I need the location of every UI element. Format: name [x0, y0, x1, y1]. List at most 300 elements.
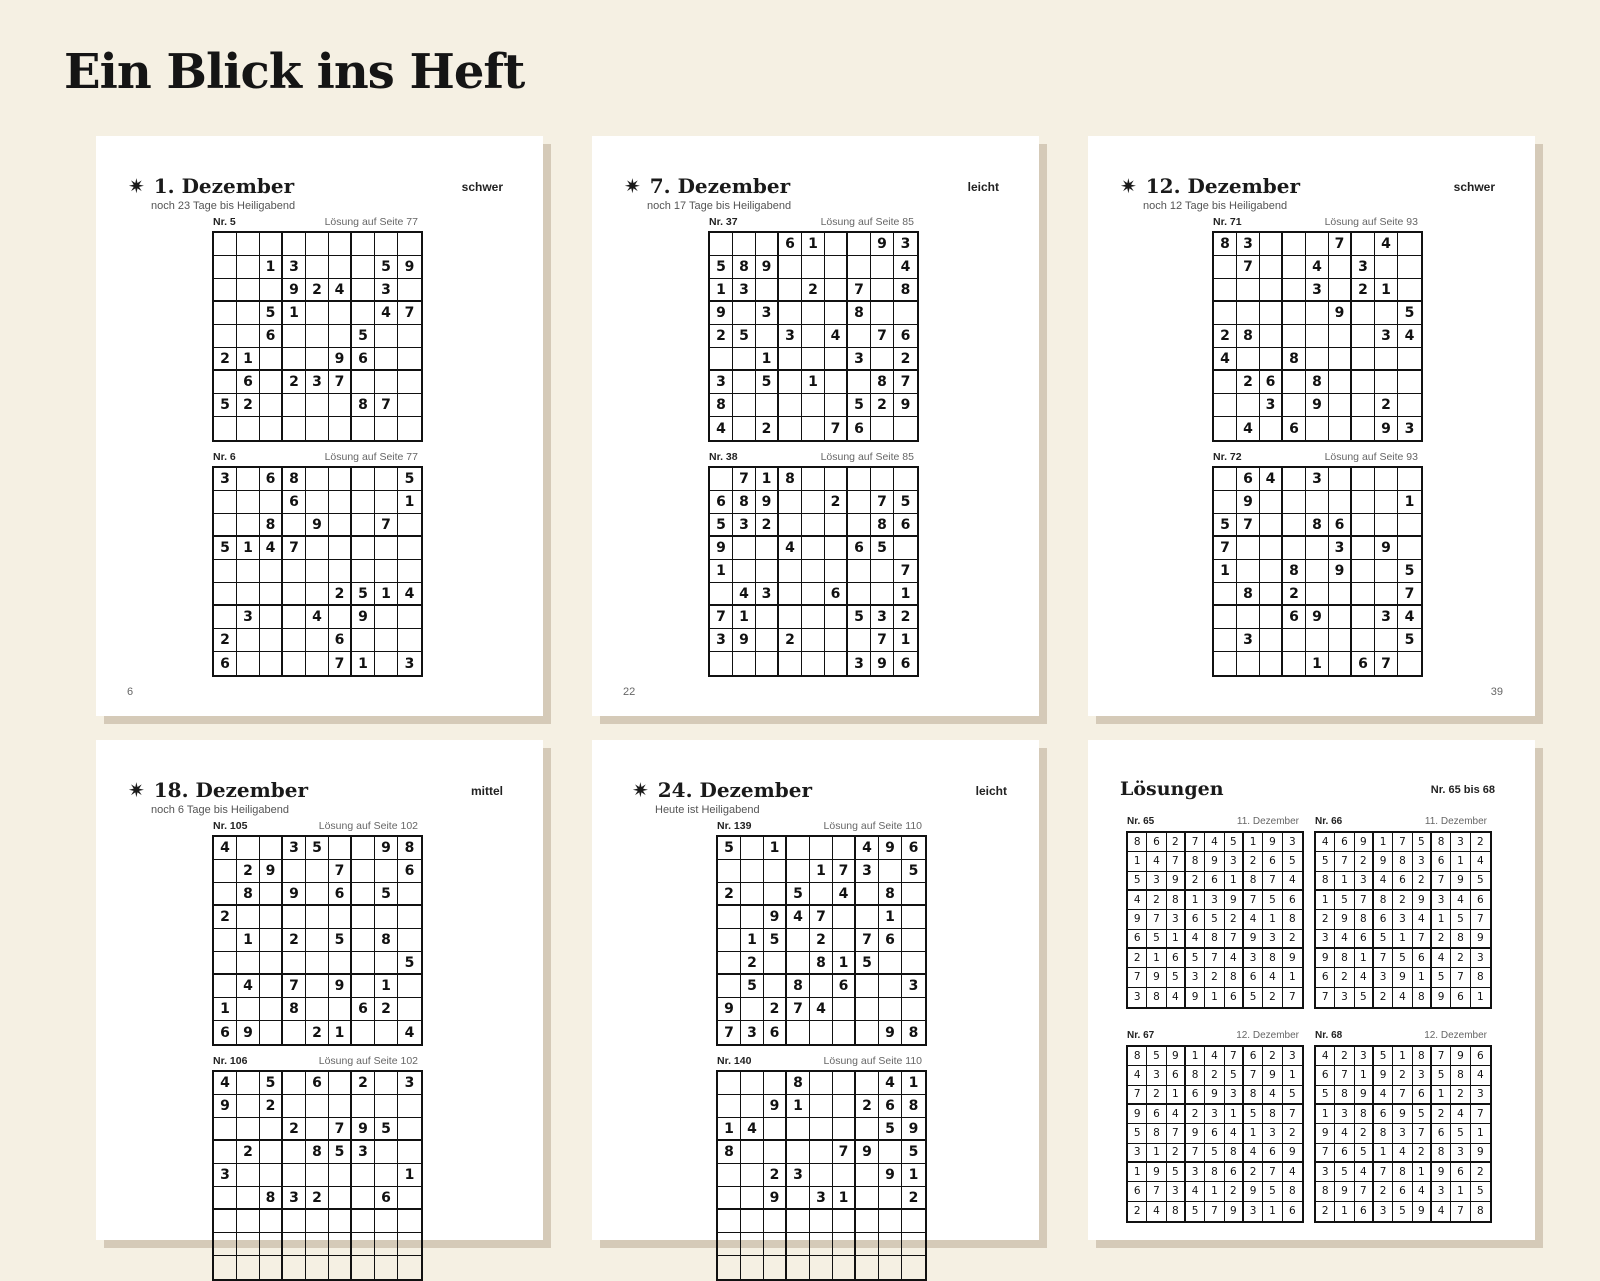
- sudoku-cell: 5: [398, 952, 421, 975]
- sudoku-cell: [1214, 302, 1237, 325]
- solution-sudoku-grid: [1126, 831, 1304, 1009]
- sudoku-cell: [398, 325, 421, 348]
- sudoku-cell: [756, 560, 779, 583]
- sudoku-cell: 6: [1374, 1105, 1393, 1124]
- solution-reference: Lösung auf Seite 110: [823, 820, 922, 832]
- sudoku-cell: 5: [214, 537, 237, 560]
- sudoku-cell: 3: [779, 325, 802, 348]
- sudoku-cell: 2: [214, 348, 237, 371]
- sudoku-cell: [1352, 514, 1375, 537]
- sudoku-cell: 4: [1374, 1086, 1393, 1105]
- sudoku-cell: 3: [1413, 852, 1432, 871]
- sudoku-cell: 3: [375, 279, 398, 302]
- sudoku-cell: [848, 583, 871, 606]
- sudoku-cell: 2: [1413, 872, 1432, 891]
- sudoku-cell: [856, 1256, 879, 1279]
- sudoku-cell: [848, 468, 871, 491]
- sudoku-cell: [741, 837, 764, 860]
- sudoku-cell: [810, 883, 833, 906]
- sudoku-cell: [1375, 629, 1398, 652]
- sudoku-cell: 7: [1205, 949, 1224, 968]
- sudoku-cell: 6: [214, 1021, 237, 1044]
- sudoku-cell: 9: [1225, 891, 1244, 910]
- sudoku-cell: [237, 302, 260, 325]
- sudoku-cell: 4: [404, 1024, 415, 1041]
- sudoku-cell: [871, 256, 894, 279]
- sudoku-cell: [306, 468, 329, 491]
- sudoku-cell: [237, 468, 260, 491]
- sudoku-cell: [1260, 491, 1283, 514]
- sudoku-cell: 4: [1355, 968, 1374, 987]
- sudoku-cell: 8: [787, 1072, 810, 1095]
- sudoku-cell: 2: [894, 348, 917, 371]
- sudoku-cell: 8: [1316, 872, 1335, 891]
- sudoku-cell: 8: [1128, 833, 1147, 852]
- solution-date: 12. Dezember: [1236, 1030, 1299, 1041]
- sudoku-cell: [1237, 652, 1260, 675]
- sudoku-cell: [779, 606, 802, 629]
- sudoku-cell: 1: [237, 929, 260, 952]
- sudoku-cell: 3: [1451, 833, 1470, 852]
- sudoku-cell: [1283, 468, 1306, 491]
- sudoku-cell: [398, 394, 421, 417]
- sudoku-cell: [1329, 371, 1352, 394]
- sudoku-cell: 3: [1237, 629, 1260, 652]
- sudoku-cell: 1: [1432, 1086, 1451, 1105]
- sudoku-cell: [352, 514, 375, 537]
- sudoku-cell: 9: [1393, 968, 1412, 987]
- sudoku-cell: 3: [1306, 279, 1329, 302]
- sudoku-cell: [779, 417, 802, 440]
- sudoku-cell: 8: [1186, 852, 1205, 871]
- sudoku-cell: 8: [787, 975, 810, 998]
- puzzle-number: Nr. 37: [709, 216, 738, 228]
- sudoku-cell: 2: [810, 929, 833, 952]
- sudoku-cell: [733, 417, 756, 440]
- sudoku-cell: 8: [1374, 891, 1393, 910]
- sudoku-cell: 8: [260, 1187, 283, 1210]
- sudoku-cell: 6: [1288, 1205, 1296, 1218]
- sudoku-cell: 4: [1451, 891, 1470, 910]
- sudoku-cell: [802, 629, 825, 652]
- sudoku-puzzle: [716, 1055, 923, 1281]
- sudoku-grid: [708, 466, 919, 677]
- sudoku-cell: [856, 998, 879, 1021]
- sudoku-cell: [741, 1210, 764, 1233]
- sudoku-cell: 9: [283, 883, 306, 906]
- sudoku-cell: [237, 325, 260, 348]
- sudoku-cell: 9: [710, 537, 733, 560]
- sudoku-cell: [879, 1210, 902, 1233]
- sudoku-cell: [1283, 514, 1306, 537]
- sudoku-cell: 2: [1374, 988, 1393, 1007]
- sudoku-cell: [879, 1187, 902, 1210]
- sudoku-cell: 2: [1237, 371, 1260, 394]
- sudoku-cell: 5: [1471, 872, 1490, 891]
- sudoku-cell: 2: [237, 860, 260, 883]
- sudoku-cell: 7: [871, 325, 894, 348]
- sudoku-cell: 6: [1335, 833, 1354, 852]
- sudoku-cell: [1398, 394, 1421, 417]
- sudoku-cell: [1352, 537, 1375, 560]
- solution-date: 12. Dezember: [1424, 1030, 1487, 1041]
- sudoku-cell: [214, 560, 237, 583]
- sudoku-cell: 5: [1355, 988, 1374, 1007]
- sudoku-cell: 3: [1186, 1163, 1205, 1182]
- star-burst-icon: ✷: [128, 778, 145, 802]
- sudoku-cell: 8: [810, 952, 833, 975]
- sudoku-cell: 6: [900, 655, 911, 672]
- sudoku-cell: 3: [1244, 1202, 1263, 1221]
- sudoku-cell: 4: [787, 906, 810, 929]
- sudoku-cell: [825, 279, 848, 302]
- sudoku-cell: 3: [1225, 1086, 1244, 1105]
- page-date-title: [624, 174, 790, 198]
- sudoku-cell: 3: [710, 629, 733, 652]
- book-page: [592, 136, 1039, 716]
- sudoku-cell: [352, 371, 375, 394]
- sudoku-cell: 7: [1355, 891, 1374, 910]
- star-burst-icon: ✷: [1120, 174, 1137, 198]
- sudoku-cell: 4: [1167, 1105, 1186, 1124]
- sudoku-cell: [1283, 652, 1306, 675]
- sudoku-cell: [352, 952, 375, 975]
- sudoku-cell: [1398, 233, 1421, 256]
- sudoku-cell: 2: [1352, 279, 1375, 302]
- sudoku-cell: [802, 583, 825, 606]
- sudoku-cell: [718, 906, 741, 929]
- sudoku-cell: [787, 1187, 810, 1210]
- sudoku-cell: 8: [237, 883, 260, 906]
- sudoku-cell: 2: [306, 279, 329, 302]
- sudoku-cell: [283, 860, 306, 883]
- sudoku-cell: 9: [1316, 1124, 1335, 1143]
- sudoku-cell: 9: [375, 837, 398, 860]
- sudoku-cell: 9: [871, 652, 894, 675]
- sudoku-cell: [764, 1141, 787, 1164]
- sudoku-cell: 2: [1214, 325, 1237, 348]
- sudoku-cell: [306, 233, 329, 256]
- sudoku-cell: [871, 348, 894, 371]
- sudoku-cell: [1283, 491, 1306, 514]
- sudoku-cell: 8: [1283, 910, 1302, 929]
- sudoku-cell: [1329, 652, 1352, 675]
- puzzle-number: Nr. 105: [213, 820, 248, 832]
- sudoku-cell: [375, 952, 398, 975]
- sudoku-cell: 8: [1205, 930, 1224, 949]
- sudoku-cell: [733, 560, 756, 583]
- sudoku-cell: [306, 1256, 329, 1279]
- sudoku-cell: 9: [1451, 872, 1470, 891]
- sudoku-cell: [1214, 606, 1237, 629]
- countdown-text: noch 6 Tage bis Heiligabend: [151, 804, 290, 816]
- sudoku-cell: 7: [1288, 991, 1296, 1004]
- sudoku-cell: [1260, 256, 1283, 279]
- sudoku-cell: [1375, 560, 1398, 583]
- sudoku-cell: [214, 302, 237, 325]
- sudoku-cell: 5: [1413, 1105, 1432, 1124]
- sudoku-cell: [871, 279, 894, 302]
- sudoku-cell: 6: [1283, 417, 1306, 440]
- sudoku-cell: 5: [1451, 910, 1470, 929]
- sudoku-cell: 7: [871, 491, 894, 514]
- sudoku-cell: 7: [1375, 652, 1398, 675]
- sudoku-cell: 4: [741, 1118, 764, 1141]
- sudoku-cell: 5: [260, 1072, 283, 1095]
- sudoku-cell: [306, 975, 329, 998]
- puzzle-header: [716, 820, 923, 832]
- sudoku-cell: [237, 1256, 260, 1279]
- sudoku-cell: [398, 371, 421, 394]
- sudoku-cell: 6: [260, 468, 283, 491]
- sudoku-cell: [375, 537, 398, 560]
- sudoku-cell: 2: [1432, 1105, 1451, 1124]
- sudoku-cell: 7: [329, 1118, 352, 1141]
- sudoku-cell: 9: [1167, 1047, 1186, 1066]
- sudoku-cell: [1352, 371, 1375, 394]
- sudoku-cell: 8: [1355, 1105, 1374, 1124]
- sudoku-cell: 4: [260, 537, 283, 560]
- sudoku-cell: [375, 491, 398, 514]
- sudoku-cell: [214, 606, 237, 629]
- sudoku-cell: 6: [879, 929, 902, 952]
- sudoku-cell: [283, 952, 306, 975]
- sudoku-cell: [398, 606, 421, 629]
- sudoku-cell: 5: [741, 975, 764, 998]
- sudoku-cell: 9: [1205, 852, 1224, 871]
- sudoku-cell: 4: [1451, 1105, 1470, 1124]
- sudoku-cell: 6: [1355, 1202, 1374, 1221]
- puzzle-header: [212, 216, 419, 228]
- page-date-title: [1120, 174, 1300, 198]
- sudoku-cell: 9: [1432, 988, 1451, 1007]
- sudoku-cell: [283, 1233, 306, 1256]
- sudoku-cell: [718, 1072, 741, 1095]
- sudoku-cell: [802, 348, 825, 371]
- sudoku-cell: 3: [237, 606, 260, 629]
- sudoku-cell: 3: [871, 606, 894, 629]
- sudoku-cell: 6: [1393, 872, 1412, 891]
- sudoku-cell: [879, 1233, 902, 1256]
- sudoku-cell: [260, 952, 283, 975]
- sudoku-cell: 8: [1237, 583, 1260, 606]
- sudoku-cell: [398, 1256, 421, 1279]
- sudoku-cell: [237, 1210, 260, 1233]
- sudoku-cell: [260, 233, 283, 256]
- sudoku-cell: 3: [1374, 1202, 1393, 1221]
- sudoku-cell: 4: [1283, 872, 1302, 891]
- sudoku-cell: [375, 1021, 398, 1044]
- sudoku-cell: [902, 1256, 925, 1279]
- sudoku-cell: 8: [260, 514, 283, 537]
- sudoku-cell: 6: [306, 1072, 329, 1095]
- sudoku-cell: 1: [1413, 1163, 1432, 1182]
- sudoku-cell: [306, 883, 329, 906]
- sudoku-cell: 9: [1237, 491, 1260, 514]
- sudoku-cell: [352, 279, 375, 302]
- sudoku-cell: 4: [214, 837, 237, 860]
- sudoku-cell: 4: [1244, 910, 1263, 929]
- sudoku-cell: [352, 906, 375, 929]
- sudoku-cell: [375, 371, 398, 394]
- sudoku-cell: 5: [1167, 968, 1186, 987]
- sudoku-cell: 1: [214, 998, 237, 1021]
- sudoku-cell: [260, 652, 283, 675]
- sudoku-cell: [306, 537, 329, 560]
- sudoku-cell: 2: [871, 394, 894, 417]
- sudoku-cell: [802, 514, 825, 537]
- sudoku-cell: 9: [894, 394, 917, 417]
- sudoku-cell: [779, 491, 802, 514]
- sudoku-cell: 5: [1432, 1066, 1451, 1085]
- sudoku-cell: 8: [1244, 872, 1263, 891]
- sudoku-cell: 6: [825, 583, 848, 606]
- sudoku-cell: 7: [1451, 1202, 1470, 1221]
- sudoku-cell: [237, 1233, 260, 1256]
- sudoku-cell: 3: [1167, 910, 1186, 929]
- sudoku-cell: 5: [1316, 852, 1335, 871]
- sudoku-cell: 5: [1186, 1202, 1205, 1221]
- countdown-text: Heute ist Heiligabend: [655, 804, 760, 816]
- sudoku-cell: 7: [375, 514, 398, 537]
- sudoku-cell: [802, 560, 825, 583]
- sudoku-cell: 3: [741, 1021, 764, 1044]
- page-number: 6: [127, 686, 134, 698]
- sudoku-cell: 2: [1335, 1047, 1354, 1066]
- sudoku-cell: 3: [1128, 1144, 1147, 1163]
- sudoku-cell: 3: [1205, 891, 1224, 910]
- sudoku-cell: [260, 1118, 283, 1141]
- sudoku-cell: [283, 514, 306, 537]
- sudoku-cell: [329, 325, 352, 348]
- sudoku-cell: 7: [1225, 930, 1244, 949]
- sudoku-cell: 9: [306, 514, 329, 537]
- sudoku-cell: [1375, 256, 1398, 279]
- sudoku-cell: 2: [1225, 1182, 1244, 1201]
- sudoku-cell: 4: [1413, 910, 1432, 929]
- sudoku-cell: 3: [1352, 256, 1375, 279]
- sudoku-cell: 5: [764, 929, 787, 952]
- sudoku-cell: 1: [1283, 1066, 1302, 1085]
- sudoku-cell: 5: [1355, 1144, 1374, 1163]
- sudoku-cell: 5: [1225, 833, 1244, 852]
- sudoku-cell: 7: [1128, 1086, 1147, 1105]
- sudoku-cell: [283, 583, 306, 606]
- sudoku-cell: [710, 233, 733, 256]
- sudoku-cell: 8: [1186, 1066, 1205, 1085]
- sudoku-cell: 7: [1329, 233, 1352, 256]
- sudoku-cell: [1237, 394, 1260, 417]
- sudoku-cell: [848, 256, 871, 279]
- sudoku-cell: [398, 233, 421, 256]
- sudoku-cell: [214, 279, 237, 302]
- sudoku-cell: 4: [833, 883, 856, 906]
- sudoku-cell: [1352, 583, 1375, 606]
- sudoku-cell: 1: [1476, 991, 1484, 1004]
- sudoku-cell: [779, 514, 802, 537]
- sudoku-cell: [902, 952, 925, 975]
- sudoku-cell: [306, 860, 329, 883]
- sudoku-cell: 9: [1355, 833, 1374, 852]
- sudoku-cell: [733, 394, 756, 417]
- sudoku-cell: [833, 1164, 856, 1187]
- sudoku-cell: 9: [352, 606, 375, 629]
- sudoku-cell: [833, 1256, 856, 1279]
- sudoku-cell: 6: [1413, 1086, 1432, 1105]
- sudoku-cell: [398, 1233, 421, 1256]
- book-page: [96, 740, 543, 1240]
- sudoku-cell: 1: [1355, 949, 1374, 968]
- sudoku-cell: [306, 998, 329, 1021]
- sudoku-cell: [802, 468, 825, 491]
- sudoku-grid: [716, 1070, 927, 1281]
- sudoku-cell: [306, 629, 329, 652]
- sudoku-cell: [1398, 537, 1421, 560]
- sudoku-cell: [1283, 302, 1306, 325]
- sudoku-cell: [718, 975, 741, 998]
- sudoku-cell: [802, 537, 825, 560]
- sudoku-cell: 1: [756, 468, 779, 491]
- sudoku-cell: 4: [1225, 1124, 1244, 1143]
- sudoku-cell: [1260, 302, 1283, 325]
- sudoku-cell: [741, 883, 764, 906]
- sudoku-cell: 3: [214, 1164, 237, 1187]
- sudoku-cell: [802, 256, 825, 279]
- sudoku-cell: [894, 417, 917, 440]
- star-burst-icon: ✷: [128, 174, 145, 198]
- sudoku-cell: 7: [1471, 1105, 1490, 1124]
- sudoku-cell: [306, 1164, 329, 1187]
- sudoku-cell: [306, 906, 329, 929]
- sudoku-cell: 3: [1355, 872, 1374, 891]
- sudoku-cell: 6: [894, 514, 917, 537]
- sudoku-cell: [260, 883, 283, 906]
- sudoku-cell: 2: [306, 1021, 329, 1044]
- sudoku-cell: 9: [1355, 1086, 1374, 1105]
- sudoku-cell: [375, 468, 398, 491]
- sudoku-cell: 2: [237, 1141, 260, 1164]
- puzzle-number: Nr. 140: [717, 1055, 752, 1067]
- sudoku-cell: 9: [1393, 1105, 1412, 1124]
- sudoku-cell: 6: [1205, 1124, 1224, 1143]
- sudoku-cell: [375, 606, 398, 629]
- puzzle-number: Nr. 5: [213, 216, 236, 228]
- sudoku-cell: [756, 279, 779, 302]
- sudoku-cell: [214, 371, 237, 394]
- puzzle-header: [1212, 451, 1419, 463]
- sudoku-cell: [779, 583, 802, 606]
- sudoku-cell: 8: [1432, 1144, 1451, 1163]
- sudoku-cell: [833, 929, 856, 952]
- sudoku-cell: 6: [1432, 1124, 1451, 1143]
- sudoku-cell: [741, 1256, 764, 1279]
- sudoku-cell: [894, 537, 917, 560]
- sudoku-cell: 8: [1167, 891, 1186, 910]
- sudoku-cell: [1214, 583, 1237, 606]
- sudoku-cell: [1329, 348, 1352, 371]
- sudoku-cell: [787, 1210, 810, 1233]
- sudoku-cell: [1398, 348, 1421, 371]
- sudoku-cell: 6: [1471, 1047, 1490, 1066]
- sudoku-cell: [779, 279, 802, 302]
- sudoku-cell: [1283, 371, 1306, 394]
- sudoku-cell: 6: [214, 652, 237, 675]
- sudoku-cell: [1214, 256, 1237, 279]
- sudoku-cell: [260, 606, 283, 629]
- sudoku-cell: 8: [1432, 833, 1451, 852]
- sudoku-cell: [1283, 537, 1306, 560]
- sudoku-cell: 5: [756, 371, 779, 394]
